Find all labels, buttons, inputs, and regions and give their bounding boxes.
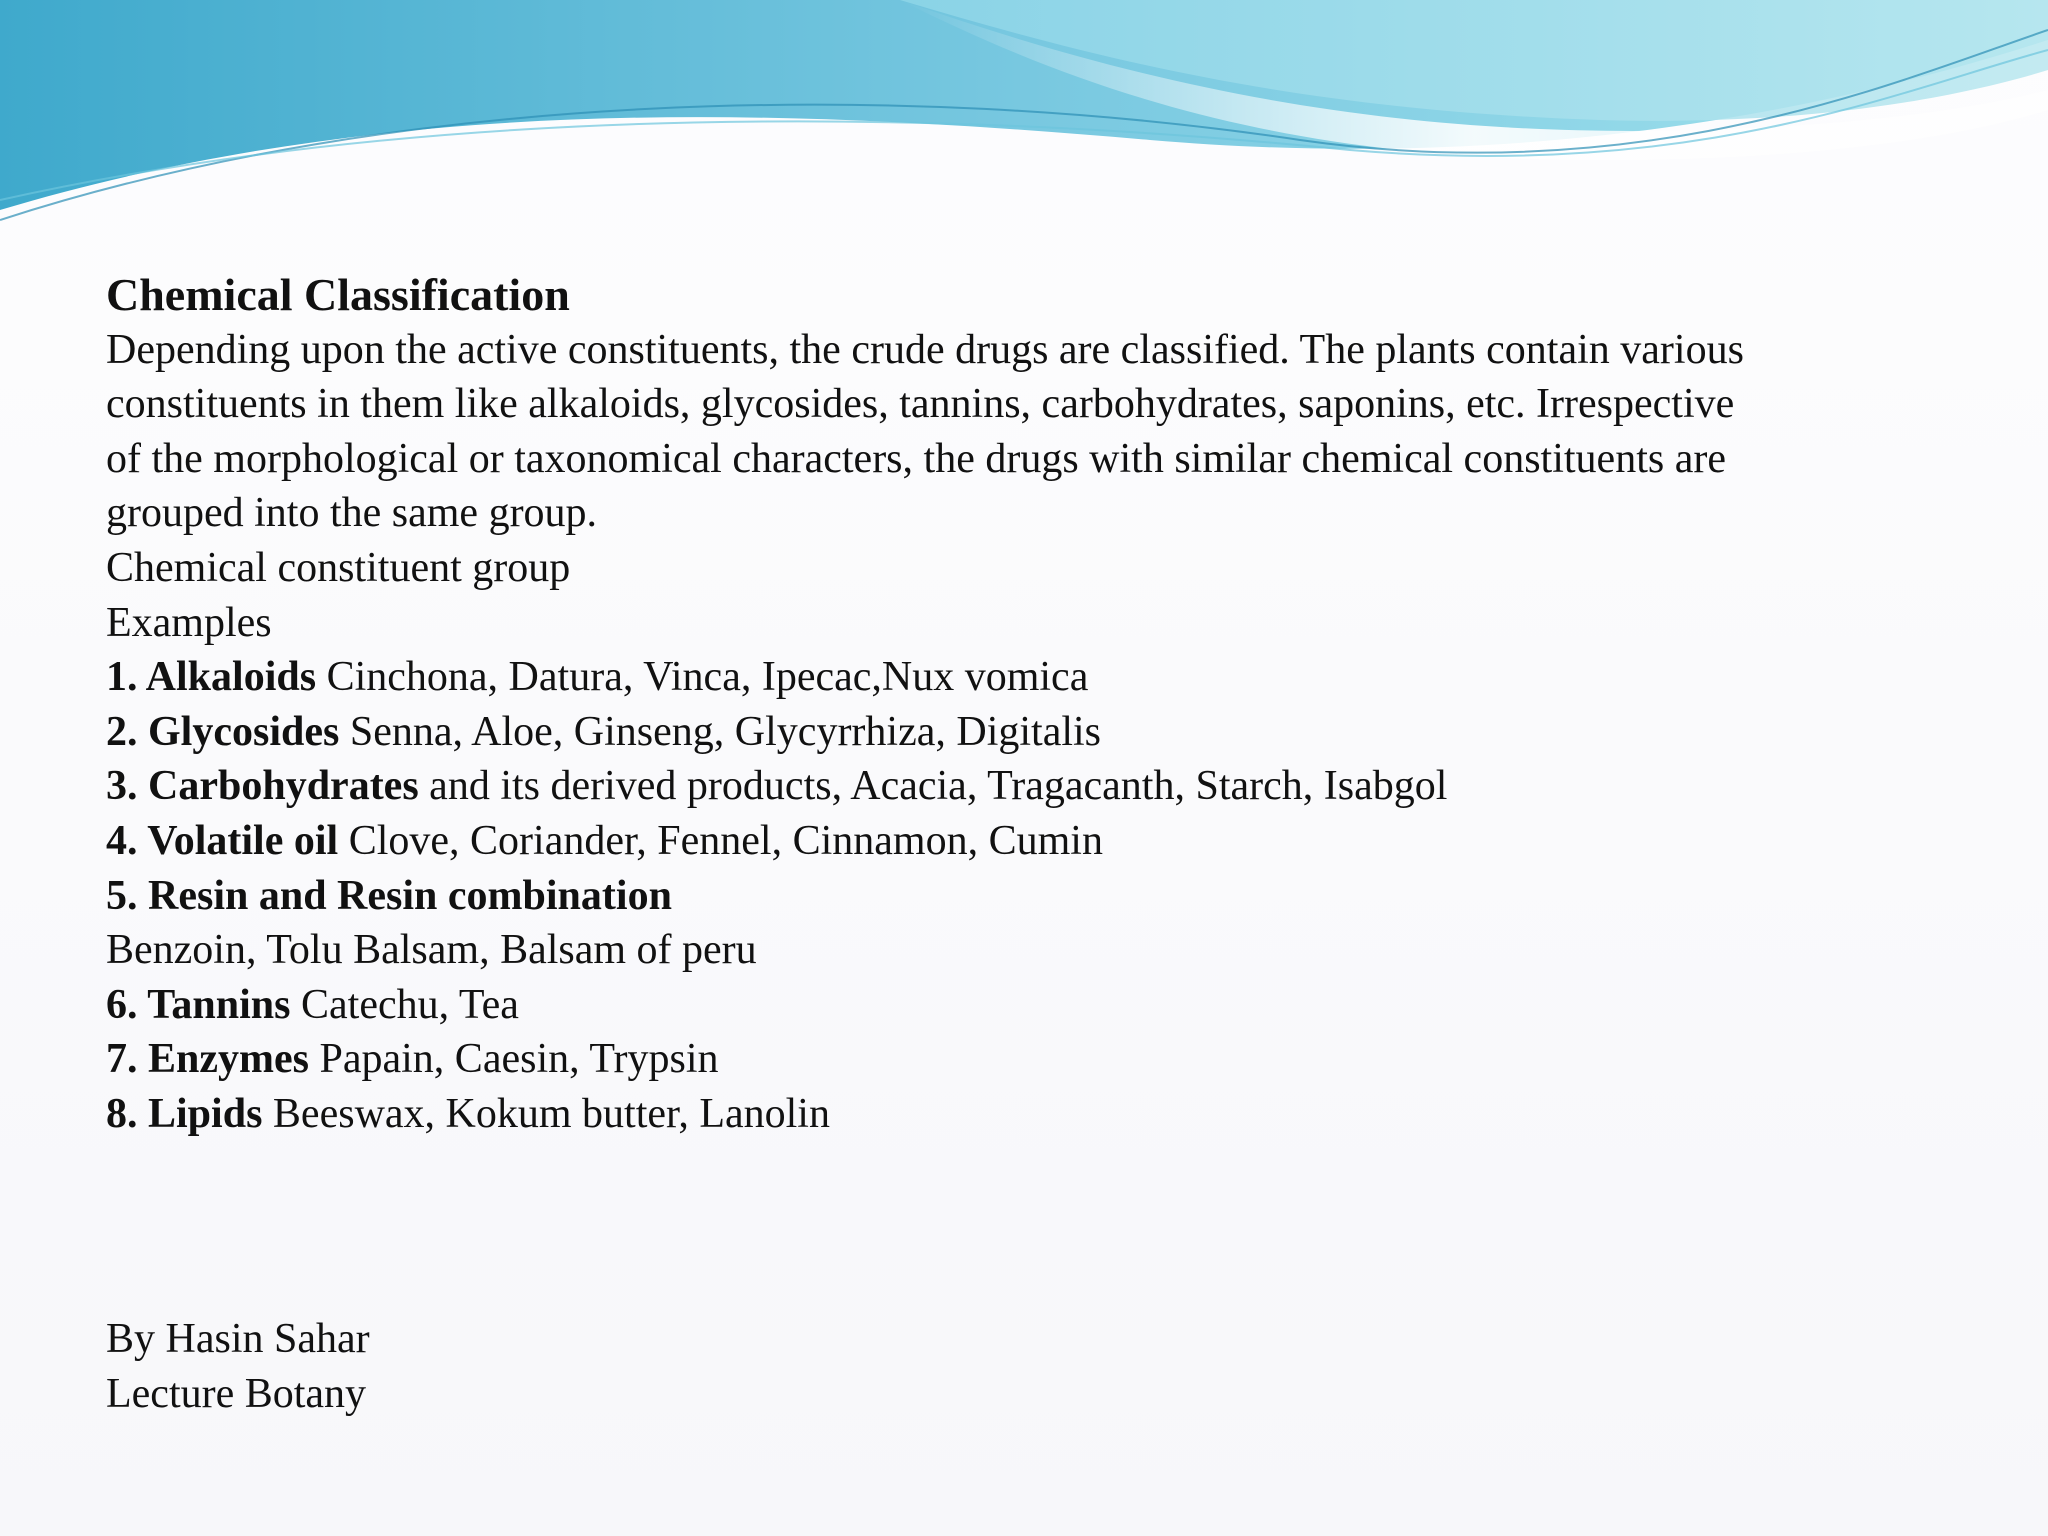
list-item-examples: Beeswax, Kokum butter, Lanolin bbox=[262, 1090, 830, 1137]
list-item-label: 7. Enzymes bbox=[106, 1036, 309, 1083]
list-item-label: 5. Resin and Resin combination bbox=[106, 872, 672, 919]
list-item bbox=[106, 814, 1966, 869]
list-item-label: 4. Volatile oil bbox=[106, 817, 339, 864]
list-item bbox=[106, 759, 1966, 814]
intro-line-3: of the morphological or taxonomical characters, the drugs with similar chemical constituents are bbox=[106, 435, 1726, 482]
list-item bbox=[106, 1032, 1966, 1087]
decorative-wave-header bbox=[0, 0, 2048, 240]
column-label-examples: Examples bbox=[106, 599, 272, 646]
list-item-examples: Cinchona, Datura, Vinca, Ipecac,Nux vomica bbox=[316, 654, 1089, 701]
list-item-examples: Papain, Caesin, Trypsin bbox=[309, 1036, 719, 1083]
intro-line-4: grouped into the same group. bbox=[106, 490, 598, 537]
list-item-examples: Senna, Aloe, Ginseng, Glycyrrhiza, Digitalis bbox=[339, 708, 1102, 755]
author-block bbox=[106, 1312, 370, 1421]
intro-line-1: Depending upon the active constituents, the crude drugs are classified. The plants contain various bbox=[106, 326, 1744, 373]
list-item bbox=[106, 978, 1966, 1033]
slide-heading: Chemical Classification bbox=[106, 269, 570, 320]
list-item-label: 8. Lipids bbox=[106, 1090, 263, 1137]
list-item-examples: and its derived products, Acacia, Tragacanth, Starch, Isabgol bbox=[418, 763, 1448, 810]
list-item bbox=[106, 923, 1966, 978]
list-item bbox=[106, 869, 1966, 924]
author-role: Lecture Botany bbox=[106, 1370, 367, 1417]
list-item-examples: Catechu, Tea bbox=[290, 981, 519, 1028]
column-label-group: Chemical constituent group bbox=[106, 544, 571, 591]
list-item bbox=[106, 705, 1966, 760]
intro-line-2: constituents in them like alkaloids, glycosides, tannins, carbohydrates, saponins, etc. Irrespective bbox=[106, 381, 1735, 428]
list-item-examples: Benzoin, Tolu Balsam, Balsam of peru bbox=[106, 927, 757, 974]
slide-body bbox=[106, 268, 1966, 1142]
list-item bbox=[106, 650, 1966, 705]
list-item-label: 3. Carbohydrates bbox=[106, 763, 419, 810]
list-item-label: 2. Glycosides bbox=[106, 708, 340, 755]
author-name: By Hasin Sahar bbox=[106, 1316, 370, 1362]
list-item-examples: Clove, Coriander, Fennel, Cinnamon, Cumin bbox=[338, 817, 1103, 864]
list-item bbox=[106, 1087, 1966, 1142]
list-item-label: 6. Tannins bbox=[106, 981, 291, 1028]
list-item-label: 1. Alkaloids bbox=[106, 654, 317, 701]
